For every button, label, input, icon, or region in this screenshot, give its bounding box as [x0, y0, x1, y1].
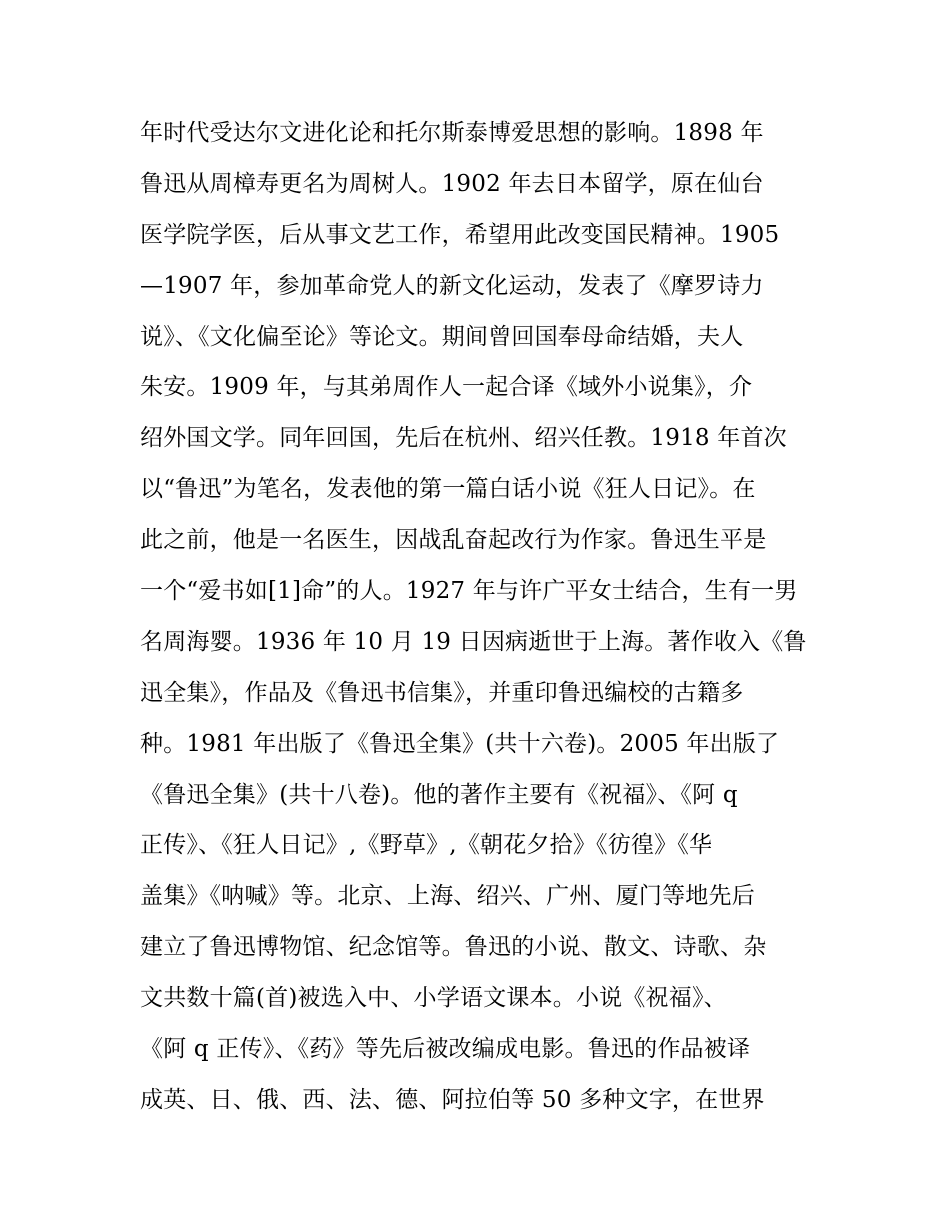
text-line: 年时代受达尔文进化论和托尔斯泰博爱思想的影响。1898 年 [140, 120, 764, 146]
text-line: 说》、《文化偏至论》等论文。期间曾回国奉母命结婚，夫人 [140, 323, 744, 350]
text-line: 以“鲁迅”为笔名，发表他的第一篇白话小说《狂人日记》。在 [140, 476, 756, 503]
body-paragraph [140, 108, 820, 1126]
text-line: 成英、日、俄、西、法、德、阿拉伯等 50 多种文字，在世界 [140, 1086, 765, 1113]
text-line: 一个“爱书如[1]命”的人。1927 年与许广平女士结合，生有一男 [140, 578, 798, 605]
text-line: 种。1981 年出版了《鲁迅全集》(共十六卷)。2005 年出版了 [140, 730, 780, 757]
text-line: 《鲁迅全集》(共十八卷)。他的著作主要有《祝福》、《阿 q [140, 781, 738, 808]
text-line: 正传》、《狂人日记》,《野草》,《朝花夕拾》《彷徨》《华 [140, 832, 713, 859]
text-line: 此之前，他是一名医生，因战乱奋起改行为作家。鲁迅生平是 [140, 527, 767, 554]
text-line: 《阿 q 正传》、《药》等先后被改编成电影。鲁迅的作品被译 [140, 1036, 751, 1063]
text-line: 医学院学医，后从事文艺工作，希望用此改变国民精神。1905 [140, 221, 780, 248]
text-line: 盖集》《呐喊》等。北京、上海、绍兴、广州、厦门等地先后 [140, 883, 755, 910]
text-line: 鲁迅从周樟寿更名为周树人。1902 年去日本留学，原在仙台 [140, 170, 764, 197]
text-line: 迅全集》，作品及《鲁迅书信集》，并重印鲁迅编校的古籍多 [140, 679, 744, 706]
text-line: 文共数十篇(首)被选入中、小学语文课本。小说《祝福》、 [140, 985, 727, 1012]
text-line: —1907 年，参加革命党人的新文化运动，发表了《摩罗诗力 [140, 272, 764, 299]
text-line: 绍外国文学。同年回国，先后在杭州、绍兴任教。1918 年首次 [140, 425, 787, 452]
text-line: 名周海婴。1936 年 10 月 19 日因病逝世于上海。著作收入《鲁 [140, 628, 807, 655]
text-line: 朱安。1909 年，与其弟周作人一起合译《域外小说集》，介 [140, 374, 753, 401]
text-line: 建立了鲁迅博物馆、纪念馆等。鲁迅的小说、散文、诗歌、杂 [140, 934, 767, 961]
